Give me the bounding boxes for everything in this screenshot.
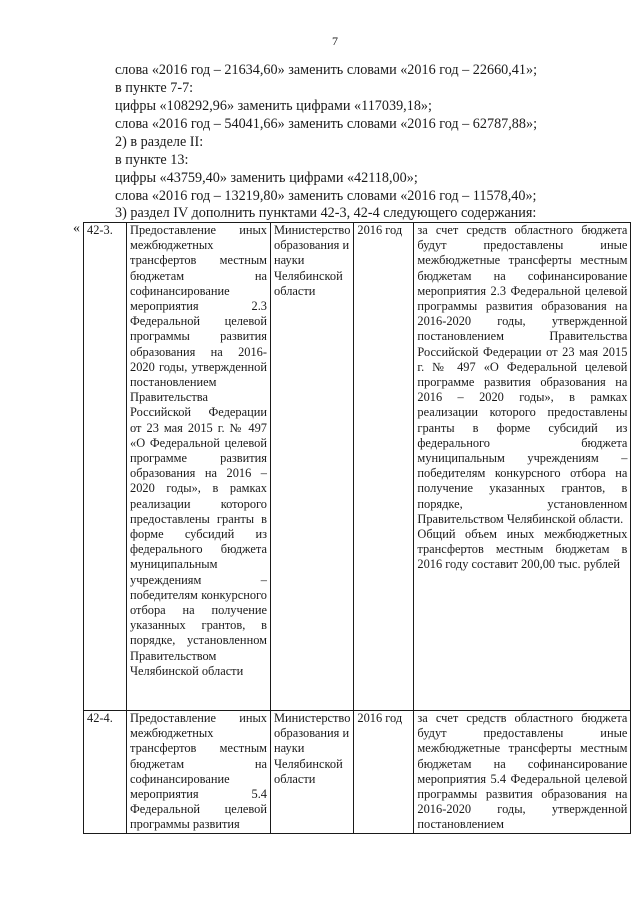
row-number: 42-3.	[84, 223, 127, 711]
funding-text: за счет средств областного бюджета будут предоставлены иные межбюджетные трансферты местным бюджетам на софинансирование мероприятия 2.3 Федеральной целевой программы развития образования на 2016-2020 годы, утвержденной постановлением Правительства Российской Федерации от 23 мая 2015 г. № 497 «О Федеральной целевой программе развития образования на 2016 – 2020 годы», в рамках реализации которого предоставлены гранты в форме субсидий из федерального бюджета муниципальным учреждениям – победителям конкурсного отбора на получение указанных грантов, в порядке, установленном Правительством Челябинской области.	[417, 223, 628, 526]
body-line: в пункте 7-7:	[115, 80, 194, 96]
event-name: Предоставление иных межбюджетных трансфертов местным бюджетам на софинансирование мероприятия 2.3 Федеральной целевой программы развития образования на 2016-2020 годы, утвержденной постановлением Правительства Российской Федерации от 23 мая 2015 г. № 497 «О Федеральной целевой программе развития образования на 2016 – 2020 годы», в рамках реализации которого предоставлены гранты в форме субсидий из федерального бюджета муниципальным учреждениям – победителям конкурсного отбора на получение указанных грантов, в порядке, установленном Правительством Челябинской области	[127, 223, 271, 711]
funding-total: Общий объем иных межбюджетных трансфертов местным бюджетам в 2016 году составит 200,00 тыс. рублей	[417, 527, 628, 572]
funding-source	[414, 223, 631, 711]
executor: Министерство образования и науки Челябинской области	[271, 711, 354, 834]
body-line: цифры «43759,40» заменить цифрами «42118,00»;	[115, 170, 418, 186]
funding-source: за счет средств областного бюджета будут предоставлены иные межбюджетные трансферты местным бюджетам на софинансирование мероприятия 5.4 Федеральной целевой программы развития образования на 2016-2020 годы, утвержденной постановлением	[414, 711, 631, 834]
amendment-table	[83, 222, 631, 834]
open-quote: «	[73, 221, 80, 236]
body-line: в пункте 13:	[115, 152, 189, 168]
period: 2016 год	[354, 711, 414, 834]
body-line: 2) в разделе II:	[115, 134, 204, 150]
body-line: цифры «108292,96» заменить цифрами «117039,18»;	[115, 98, 432, 114]
body-line: слова «2016 год – 13219,80» заменить словами «2016 год – 11578,40»;	[115, 188, 537, 204]
table-row	[84, 223, 631, 711]
event-name: Предоставление иных межбюджетных трансфертов местным бюджетам на софинансирование мероприятия 5.4 Федеральной целевой программы развития	[127, 711, 271, 834]
period: 2016 год	[354, 223, 414, 711]
page-number: 7	[332, 34, 338, 48]
body-line: 3) раздел IV дополнить пунктами 42-3, 42-4 следующего содержания:	[115, 205, 537, 221]
body-line: слова «2016 год – 21634,60» заменить словами «2016 год – 22660,41»;	[115, 62, 538, 78]
row-number: 42-4.	[84, 711, 127, 834]
body-line: слова «2016 год – 54041,66» заменить словами «2016 год – 62787,88»;	[115, 116, 538, 132]
table-row	[84, 711, 631, 834]
executor: Министерство образования и науки Челябинской области	[271, 223, 354, 711]
